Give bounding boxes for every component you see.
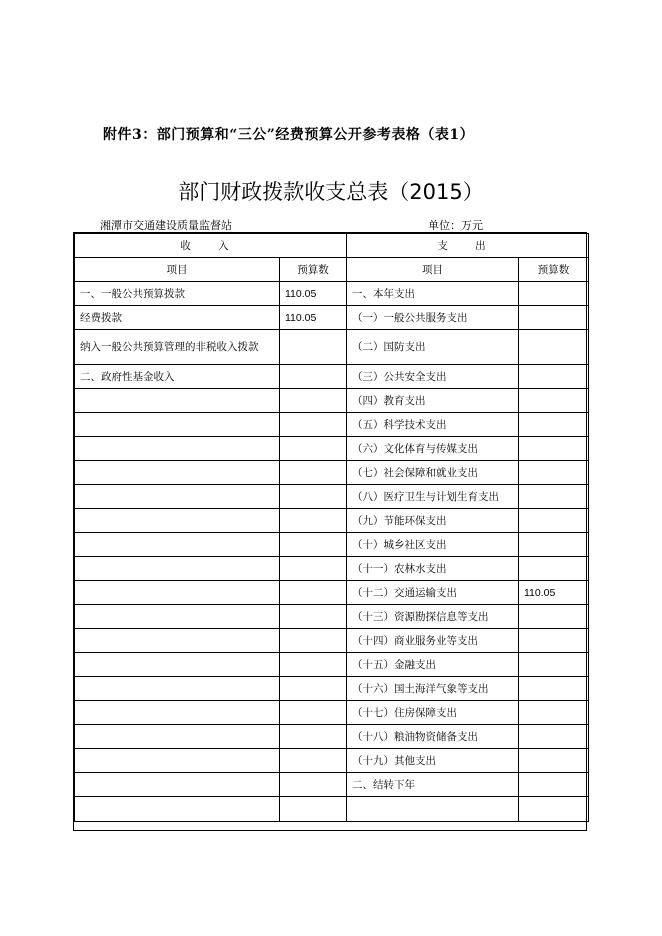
income-amount-cell bbox=[280, 389, 347, 413]
table-row bbox=[75, 701, 589, 725]
expense-header: 支 出 bbox=[347, 234, 589, 258]
expense-amount-cell bbox=[519, 797, 589, 822]
page-title: 部门财政拨款收支总表（2015） bbox=[178, 180, 484, 204]
income-item-cell bbox=[75, 797, 280, 822]
income-item-cell: 纳入一般公共预算管理的非税收入拨款 bbox=[75, 330, 280, 365]
income-item-cell bbox=[75, 629, 280, 653]
table-row bbox=[75, 330, 589, 365]
expense-amount-cell bbox=[519, 413, 589, 437]
income-item-cell bbox=[75, 605, 280, 629]
expense-item-cell: （六）文化体育与传媒支出 bbox=[347, 437, 519, 461]
expense-item-cell: （一）一般公共服务支出 bbox=[347, 306, 519, 330]
income-amount-cell bbox=[280, 725, 347, 749]
income-amount-cell bbox=[280, 797, 347, 822]
table-row bbox=[75, 677, 589, 701]
header-info-line bbox=[100, 217, 530, 233]
table-row bbox=[75, 282, 589, 306]
expense-item-cell: （九）节能环保支出 bbox=[347, 509, 519, 533]
col-header-expense-amount: 预算数 bbox=[519, 258, 589, 282]
income-item-cell: 经费拨款 bbox=[75, 306, 280, 330]
expense-amount-cell bbox=[519, 485, 589, 509]
income-item-cell bbox=[75, 389, 280, 413]
table-row bbox=[75, 797, 589, 822]
income-item-cell bbox=[75, 437, 280, 461]
table-row bbox=[75, 365, 589, 389]
unit-label: 单位：万元 bbox=[428, 219, 483, 232]
income-amount-cell bbox=[280, 605, 347, 629]
table-row bbox=[75, 437, 589, 461]
expense-amount-cell bbox=[519, 725, 589, 749]
income-item-cell bbox=[75, 533, 280, 557]
expense-amount-cell bbox=[519, 461, 589, 485]
income-amount-cell bbox=[280, 629, 347, 653]
income-amount-cell bbox=[280, 701, 347, 725]
col-header-income-item: 项目 bbox=[75, 258, 280, 282]
attachment-title: 附件3：部门预算和“三公”经费预算公开参考表格（表1） bbox=[103, 127, 475, 143]
expense-item-cell: （十二）交通运输支出 bbox=[347, 581, 519, 605]
expense-item-cell: （二）国防支出 bbox=[347, 330, 519, 365]
income-amount-cell bbox=[280, 653, 347, 677]
income-amount-cell: 110.05 bbox=[280, 306, 347, 330]
income-item-cell bbox=[75, 557, 280, 581]
expense-amount-cell bbox=[519, 306, 589, 330]
income-amount-cell bbox=[280, 677, 347, 701]
expense-amount-cell bbox=[519, 365, 589, 389]
income-amount-cell bbox=[280, 413, 347, 437]
expense-amount-cell bbox=[519, 533, 589, 557]
table-row bbox=[75, 749, 589, 773]
table-row bbox=[75, 725, 589, 749]
income-amount-cell bbox=[280, 581, 347, 605]
income-amount-cell bbox=[280, 509, 347, 533]
income-amount-cell bbox=[280, 557, 347, 581]
expense-amount-cell bbox=[519, 653, 589, 677]
income-item-cell bbox=[75, 677, 280, 701]
income-amount-cell bbox=[280, 365, 347, 389]
expense-item-cell: 二、结转下年 bbox=[347, 773, 519, 797]
income-item-cell bbox=[75, 653, 280, 677]
expense-item-cell: 一、本年支出 bbox=[347, 282, 519, 306]
expense-item-cell: （五）科学技术支出 bbox=[347, 413, 519, 437]
expense-amount-cell bbox=[519, 773, 589, 797]
income-item-cell: 二、政府性基金收入 bbox=[75, 365, 280, 389]
expense-amount-cell bbox=[519, 629, 589, 653]
expense-amount-cell bbox=[519, 437, 589, 461]
income-amount-cell bbox=[280, 533, 347, 557]
expense-item-cell: （十九）其他支出 bbox=[347, 749, 519, 773]
expense-amount-cell bbox=[519, 330, 589, 365]
column-header-row bbox=[75, 258, 589, 282]
expense-amount-cell: 110.05 bbox=[519, 581, 589, 605]
expense-amount-cell bbox=[519, 701, 589, 725]
expense-item-cell: （四）教育支出 bbox=[347, 389, 519, 413]
expense-amount-cell bbox=[519, 605, 589, 629]
income-item-cell bbox=[75, 413, 280, 437]
table-row bbox=[75, 306, 589, 330]
expense-item-cell: （七）社会保障和就业支出 bbox=[347, 461, 519, 485]
income-item-cell bbox=[75, 773, 280, 797]
expense-item-cell: （十五）金融支出 bbox=[347, 653, 519, 677]
table-row bbox=[75, 413, 589, 437]
income-amount-cell bbox=[280, 773, 347, 797]
income-amount-cell bbox=[280, 485, 347, 509]
income-header: 收 入 bbox=[75, 234, 347, 258]
income-amount-cell: 110.05 bbox=[280, 282, 347, 306]
table-row bbox=[75, 581, 589, 605]
expense-item-cell: （十一）农林水支出 bbox=[347, 557, 519, 581]
expense-item-cell: （十四）商业服务业等支出 bbox=[347, 629, 519, 653]
expense-amount-cell bbox=[519, 282, 589, 306]
expense-amount-cell bbox=[519, 389, 589, 413]
expense-item-cell: （十三）资源勘探信息等支出 bbox=[347, 605, 519, 629]
expense-item-cell: （十七）住房保障支出 bbox=[347, 701, 519, 725]
income-item-cell: 一、一般公共预算拨款 bbox=[75, 282, 280, 306]
income-item-cell bbox=[75, 509, 280, 533]
income-amount-cell bbox=[280, 749, 347, 773]
col-header-expense-item: 项目 bbox=[347, 258, 519, 282]
income-item-cell bbox=[75, 749, 280, 773]
table-row bbox=[75, 605, 589, 629]
income-item-cell bbox=[75, 581, 280, 605]
table-row bbox=[75, 509, 589, 533]
expense-amount-cell bbox=[519, 557, 589, 581]
table-row bbox=[75, 389, 589, 413]
expense-item-cell: （十八）粮油物资储备支出 bbox=[347, 725, 519, 749]
expense-amount-cell bbox=[519, 509, 589, 533]
expense-item-cell: （十六）国土海洋气象等支出 bbox=[347, 677, 519, 701]
section-header-row bbox=[75, 234, 589, 258]
table-row bbox=[75, 629, 589, 653]
table-row bbox=[75, 557, 589, 581]
table-row bbox=[75, 533, 589, 557]
income-amount-cell bbox=[280, 437, 347, 461]
income-item-cell bbox=[75, 485, 280, 509]
table-row bbox=[75, 653, 589, 677]
income-item-cell bbox=[75, 461, 280, 485]
col-header-income-amount: 预算数 bbox=[280, 258, 347, 282]
income-amount-cell bbox=[280, 330, 347, 365]
budget-table bbox=[74, 233, 589, 822]
table-row bbox=[75, 461, 589, 485]
expense-amount-cell bbox=[519, 677, 589, 701]
income-item-cell bbox=[75, 701, 280, 725]
table-row bbox=[75, 773, 589, 797]
expense-item-cell bbox=[347, 797, 519, 822]
expense-item-cell: （三）公共安全支出 bbox=[347, 365, 519, 389]
table-row bbox=[75, 485, 589, 509]
expense-amount-cell bbox=[519, 749, 589, 773]
income-amount-cell bbox=[280, 461, 347, 485]
income-item-cell bbox=[75, 725, 280, 749]
expense-item-cell: （八）医疗卫生与计划生育支出 bbox=[347, 485, 519, 509]
org-name: 湘潭市交通建设质量监督站 bbox=[100, 219, 232, 232]
expense-item-cell: （十）城乡社区支出 bbox=[347, 533, 519, 557]
